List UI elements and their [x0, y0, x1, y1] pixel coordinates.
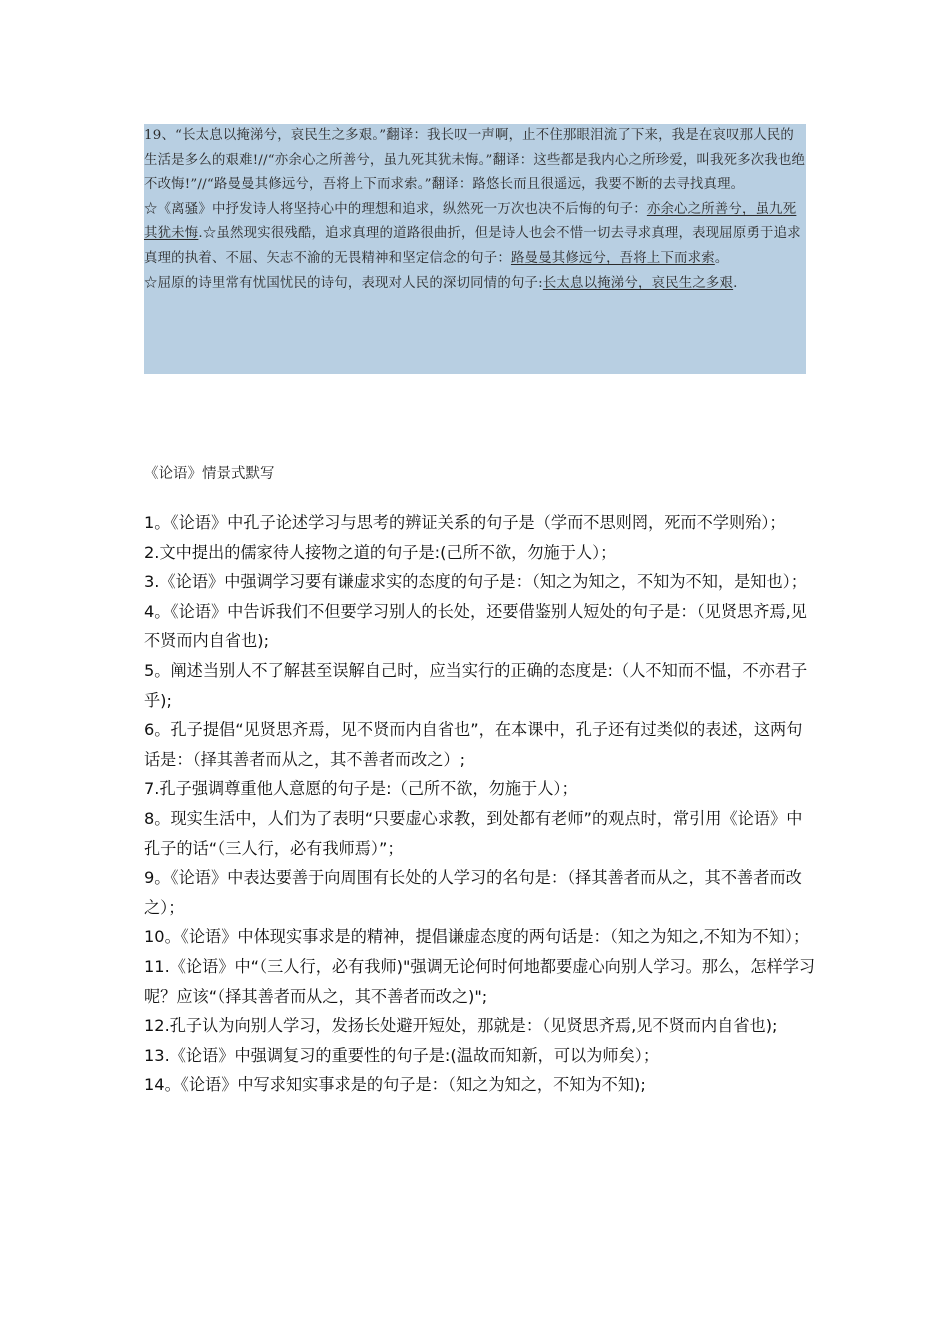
passage-text: . — [733, 275, 738, 291]
list-item: 3.《论语》中强调学习要有谦虚求实的态度的句子是：（知之为知之，不知为不知，是知也）； — [144, 572, 807, 592]
passage-paragraph-3 — [144, 272, 806, 297]
passage-paragraph-1 — [144, 124, 806, 198]
list-item: 4。《论语》中告诉我们不但要学习别人的长处，还要借鉴别人短处的句子是：（见贤思齐焉,见不贤而内自省也); — [144, 601, 807, 651]
passage-text: ☆《离骚》中抒发诗人将坚持心中的理想和追求，纵然死一万次也决不后悔的句子： — [144, 201, 647, 217]
passage-text: .☆虽然现实很残酷，追求真理的道路很曲折，但是诗人也会不惜一切去寻求真理，表现屈原勇于追求真理的执着、不屈、矢志不渝的无畏精神和坚定信念的句子： — [144, 226, 801, 266]
list-item: 5。阐述当别人不了解甚至误解自己时，应当实行的正确的态度是:（人不知而不愠，不亦君子乎); — [144, 660, 808, 710]
list-item: 9。《论语》中表达要善于向周围有长处的人学习的名句是：（择其善者而从之，其不善者而改之）； — [144, 868, 802, 917]
question-list — [144, 508, 816, 1100]
list-item: 2.文中提出的儒家待人接物之道的句子是:(己所不欲，勿施于人）； — [144, 542, 617, 562]
list-item: 6。孔子提倡“见贤思齐焉，见不贤而内自省也”，在本课中，孔子还有过类似的表述，这两句话是：（择其善者而从之，其不善者而改之）; — [144, 720, 803, 769]
section-title: 《论语》情景式默写 — [144, 466, 275, 482]
passage-text: ☆屈原的诗里常有忧国忧民的诗句，表现对人民的深切同情的句子: — [144, 275, 543, 291]
list-item: 7.孔子强调尊重他人意愿的句子是:（己所不欲，勿施于人）； — [144, 779, 578, 799]
passage-text: 。 — [714, 250, 729, 266]
list-item: 11.《论语》中“（三人行，必有我师)"强调无论何时何地都要虚心向别人学习。那么，怎样学习呢？应该“（择其善者而从之，其不善者而改之)"; — [144, 956, 816, 1006]
passage-paragraph-2 — [144, 198, 806, 272]
underlined-answer: 长太息以掩涕兮，哀民生之多艰 — [542, 275, 734, 291]
list-item: 8。现实生活中，人们为了表明“只要虚心求教，到处都有老师”的观点时，常引用《论语》中孔子的话“（三人行，必有我师焉）”； — [144, 808, 803, 858]
underlined-answer: 路曼曼其修远兮，吾将上下而求索 — [510, 250, 715, 266]
list-item: 12.孔子认为向别人学习，发扬长处避开短处，那就是：（见贤思齐焉,见不贤而内自省也); — [144, 1016, 778, 1036]
list-item: 13.《论语》中强调复习的重要性的句子是:(温故而知新，可以为师矣）； — [144, 1045, 660, 1065]
underlined-answer: 亦余心之所善兮，虽九死其犹未悔 — [144, 201, 797, 242]
list-item: 1。《论语》中孔子论述学习与思考的辨证关系的句子是（学而不思则罔，死而不学则殆）； — [144, 513, 786, 532]
list-item: 14。《论语》中写求知实事求是的句子是：（知之为知之，不知为不知); — [144, 1075, 646, 1095]
highlighted-passage — [144, 124, 806, 374]
passage-text: 19、“长太息以掩涕兮，哀民生之多艰。”翻译：我长叹一声啊，止不住那眼泪流了下来，我是在哀叹那人民的生活是多么的艰难!//“亦余心之所善兮，虽九死其犹未悔。”翻译：这些都是我内心之所珍爱，叫我死多次我也绝不改悔!”//“路曼曼其修远兮，吾将上下而求索。”翻译：路悠长而且很遥远，我要不断的去寻找真理。 — [144, 128, 806, 193]
list-item: 10。《论语》中体现实事求是的精神，提倡谦虚态度的两句话是：（知之为知之,不知为不知）； — [144, 927, 810, 947]
